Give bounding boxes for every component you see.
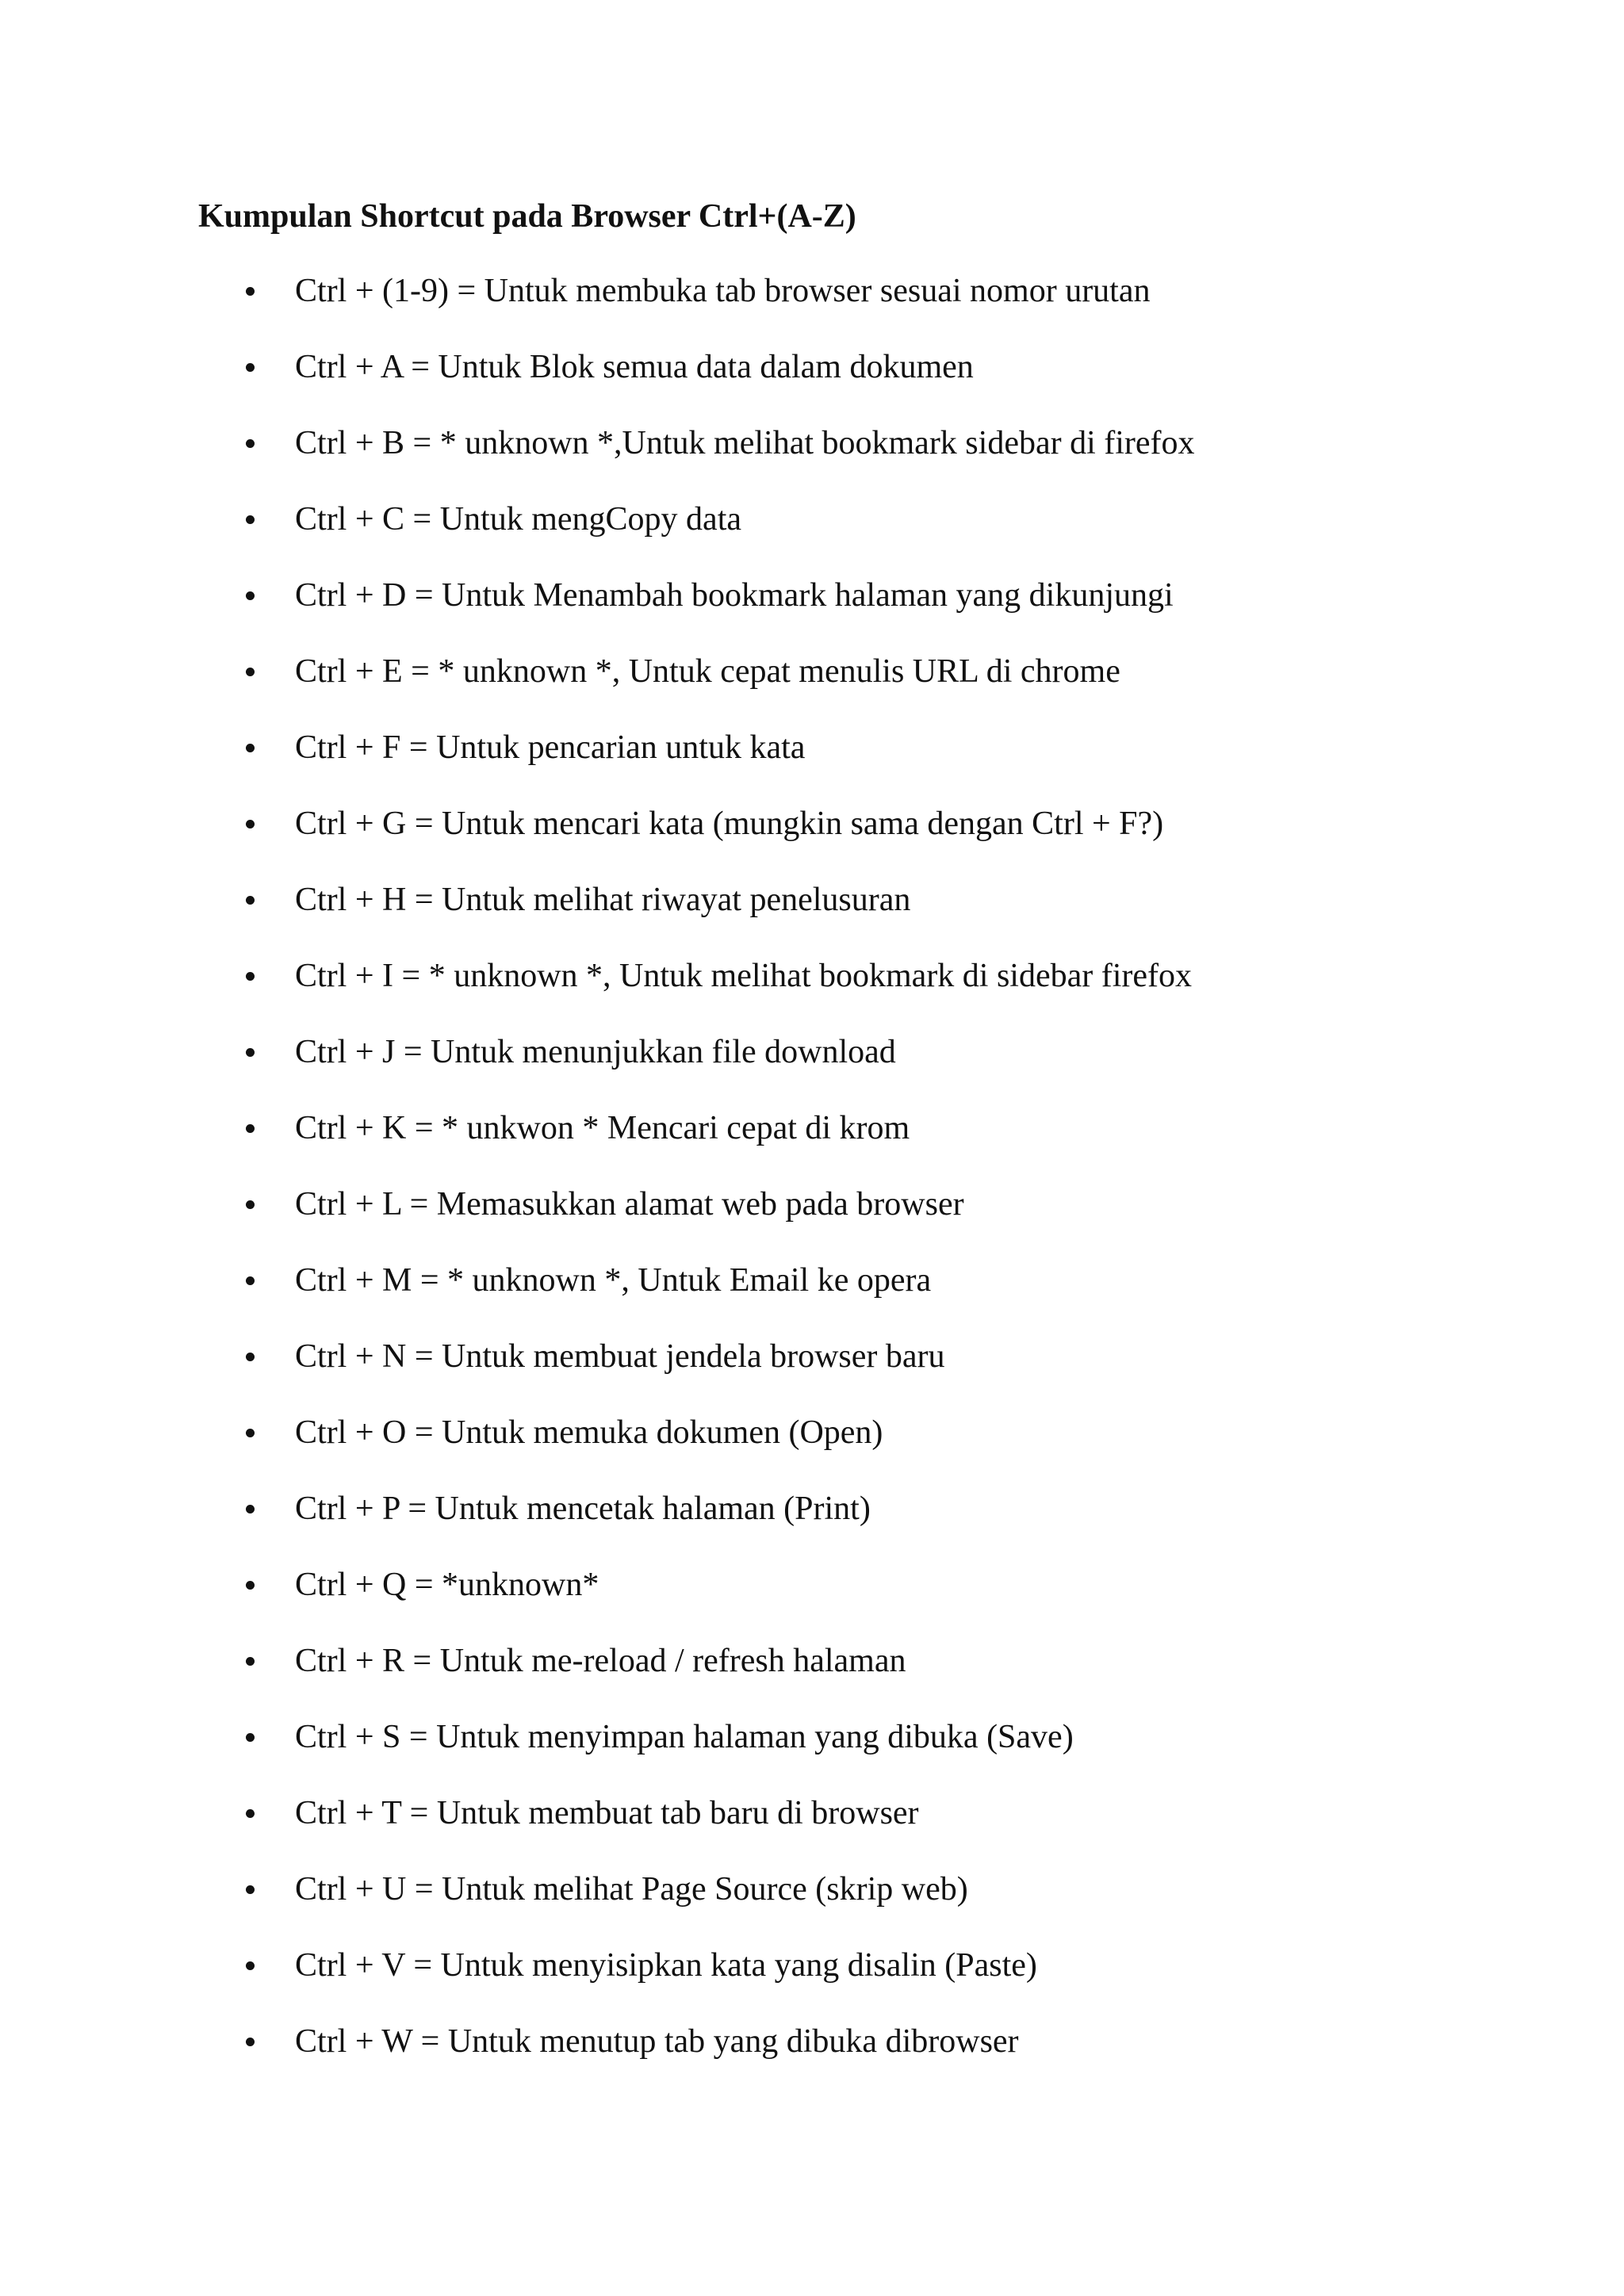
shortcut-text: Ctrl + C = Untuk mengCopy data bbox=[295, 501, 742, 538]
bullet-icon bbox=[246, 515, 255, 524]
list-item bbox=[0, 1563, 1624, 1640]
bullet-icon bbox=[246, 1276, 255, 1285]
shortcut-text: Ctrl + L = Memasukkan alamat web pada browser bbox=[295, 1186, 964, 1223]
shortcut-text: Ctrl + P = Untuk mencetak halaman (Print) bbox=[295, 1490, 871, 1527]
bullet-icon bbox=[246, 1048, 255, 1057]
bullet-icon bbox=[246, 591, 255, 600]
shortcut-text: Ctrl + T = Untuk membuat tab baru di browser bbox=[295, 1795, 919, 1831]
bullet-icon bbox=[246, 668, 255, 676]
shortcut-text: Ctrl + O = Untuk memuka dokumen (Open) bbox=[295, 1414, 883, 1451]
list-item bbox=[0, 1792, 1624, 1868]
shortcut-text: Ctrl + R = Untuk me-reload / refresh halaman bbox=[295, 1643, 906, 1679]
shortcut-text: Ctrl + D = Untuk Menambah bookmark halaman yang dikunjungi bbox=[295, 577, 1174, 614]
list-item bbox=[0, 346, 1624, 422]
list-item bbox=[0, 1107, 1624, 1183]
shortcut-text: Ctrl + I = * unknown *, Untuk melihat bookmark di sidebar firefox bbox=[295, 958, 1193, 994]
list-item bbox=[0, 574, 1624, 650]
shortcut-text: Ctrl + M = * unknown *, Untuk Email ke opera bbox=[295, 1262, 932, 1299]
list-item bbox=[0, 1259, 1624, 1335]
list-item bbox=[0, 1868, 1624, 1944]
list-item bbox=[0, 1640, 1624, 1716]
list-item bbox=[0, 1487, 1624, 1563]
shortcut-text: Ctrl + V = Untuk menyisipkan kata yang disalin (Paste) bbox=[295, 1947, 1037, 1984]
bullet-icon bbox=[246, 1505, 255, 1513]
shortcut-text: Ctrl + J = Untuk menunjukkan file download bbox=[295, 1034, 896, 1070]
bullet-icon bbox=[246, 896, 255, 905]
shortcut-text: Ctrl + W = Untuk menutup tab yang dibuka dibrowser bbox=[295, 2023, 1019, 2060]
bullet-icon bbox=[246, 439, 255, 448]
bullet-icon bbox=[246, 1124, 255, 1133]
list-item bbox=[0, 270, 1624, 346]
shortcut-text: Ctrl + K = * unkwon * Mencari cepat di krom bbox=[295, 1110, 910, 1146]
bullet-icon bbox=[246, 1200, 255, 1209]
list-item bbox=[0, 1716, 1624, 1792]
bullet-icon bbox=[246, 1809, 255, 1818]
bullet-icon bbox=[246, 1885, 255, 1894]
list-item bbox=[0, 422, 1624, 498]
shortcut-text: Ctrl + N = Untuk membuat jendela browser baru bbox=[295, 1338, 945, 1375]
list-item bbox=[0, 1411, 1624, 1487]
list-item bbox=[0, 802, 1624, 878]
shortcut-text: Ctrl + (1-9) = Untuk membuka tab browser sesuai nomor urutan bbox=[295, 273, 1151, 309]
list-item bbox=[0, 955, 1624, 1031]
bullet-icon bbox=[246, 1657, 255, 1666]
list-item bbox=[0, 1031, 1624, 1107]
shortcut-text: Ctrl + Q = *unknown* bbox=[295, 1567, 599, 1603]
bullet-icon bbox=[246, 363, 255, 372]
bullet-icon bbox=[246, 1733, 255, 1742]
shortcut-text: Ctrl + E = * unknown *, Untuk cepat menulis URL di chrome bbox=[295, 653, 1120, 690]
shortcut-text: Ctrl + H = Untuk melihat riwayat penelusuran bbox=[295, 882, 911, 918]
bullet-icon bbox=[246, 1429, 255, 1437]
bullet-icon bbox=[246, 2038, 255, 2046]
shortcut-list bbox=[0, 270, 1624, 2096]
shortcut-text: Ctrl + B = * unknown *,Untuk melihat bookmark sidebar di firefox bbox=[295, 425, 1195, 461]
bullet-icon bbox=[246, 1353, 255, 1361]
bullet-icon bbox=[246, 820, 255, 828]
list-item bbox=[0, 1944, 1624, 2020]
bullet-icon bbox=[246, 1961, 255, 1970]
bullet-icon bbox=[246, 287, 255, 296]
shortcut-text: Ctrl + G = Untuk mencari kata (mungkin sama dengan Ctrl + F?) bbox=[295, 806, 1164, 842]
list-item bbox=[0, 878, 1624, 955]
list-item bbox=[0, 726, 1624, 802]
list-item bbox=[0, 1335, 1624, 1411]
list-item bbox=[0, 498, 1624, 574]
bullet-icon bbox=[246, 1581, 255, 1590]
shortcut-text: Ctrl + F = Untuk pencarian untuk kata bbox=[295, 729, 806, 766]
shortcut-text: Ctrl + A = Untuk Blok semua data dalam dokumen bbox=[295, 349, 974, 385]
bullet-icon bbox=[246, 744, 255, 752]
list-item bbox=[0, 1183, 1624, 1259]
document-title: Kumpulan Shortcut pada Browser Ctrl+(A-Z) bbox=[198, 198, 856, 235]
shortcut-text: Ctrl + U = Untuk melihat Page Source (skrip web) bbox=[295, 1871, 968, 1908]
bullet-icon bbox=[246, 972, 255, 981]
shortcut-text: Ctrl + S = Untuk menyimpan halaman yang dibuka (Save) bbox=[295, 1719, 1074, 1755]
list-item bbox=[0, 650, 1624, 726]
list-item bbox=[0, 2020, 1624, 2096]
